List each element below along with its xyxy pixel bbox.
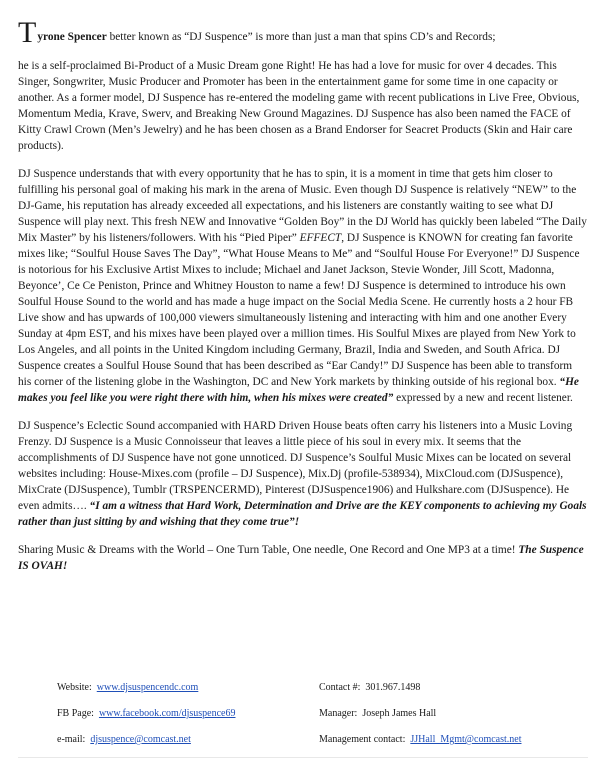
website-link[interactable]: www.djsuspencendc.com [96, 682, 199, 693]
artist-name: yrone Spencer [37, 31, 107, 43]
listener-quote: “He makes you feel like you were right there with him, when his mixes were created” [18, 376, 579, 404]
effect-word: EFFECT [299, 232, 342, 244]
drop-cap: T [18, 16, 37, 49]
page-bottom-edge [18, 757, 588, 764]
management-email-link[interactable]: JJHall_Mgmt@comcast.net [410, 734, 522, 745]
artist-quote: “I am a witness that Hard Work, Determination and Drive are the KEY components to achieving my Goals rather than just sitting by and wishing that they come true”! [18, 500, 587, 528]
fb-label: FB Page: [57, 708, 94, 719]
contact-row [57, 707, 577, 733]
website-label: Website: [57, 682, 92, 693]
contact-number: 301.967.1498 [365, 682, 421, 693]
intro-first-line-text: better known as “DJ Suspence” is more than just a man that spins CD’s and Records; [106, 31, 496, 43]
sound-paragraph: DJ Suspence’s Eclectic Sound accompanied with HARD Driven House beats often carry his listeners into a Music Loving Frenzy. DJ Suspence is a Music Connoisseur that leaves a little piece of his soul in every mix. It seems that the accomplishments of DJ Suspence have not gone unnoticed. DJ Suspence’s Soulful Music Mixes can be located on several websites including: House-Mixes.com (profile – DJ Suspence), Mix.Dj (profile-538934), MixCloud.com (DJSuspence), MixCrate (DJSuspence), Tumblr (TRSPENCERMD), Pinterest (DJSuspence1906) and Hulkshare.com (DJSuspence). He even admits…. “I am a witness that Hard Work, Determination and Drive are the KEY components to achieving my Goals rather than just sitting by and wishing that they come true”! [18, 420, 587, 528]
contact-row [57, 681, 577, 707]
intro-paragraph: he is a self-proclaimed Bi-Product of a Music Dream gone Right! He has had a love for music for over 4 decades. This Singer, Songwriter, Music Producer and Promoter has been in the entertainment game for some time in one capacity or another. As a former model, DJ Suspence has re-entered the modeling game with recent publications in Live Free, Obvious, Momentum Media, Krave, Swerv, and Breaking New Ground Magazines. DJ Suspence has also been named the FACE of Kitty Crawl Crown (Men’s Jewelry) and he has been chosen as a Brand Endorser for Seacret Products (Skin and Hair care products). [18, 60, 580, 152]
closing-paragraph: Sharing Music & Dreams with the World – One Turn Table, One needle, One Record and One MP3 at a time! The Suspence IS OVAH! [18, 544, 584, 572]
management-label: Management contact: [319, 734, 406, 745]
manager-name: Joseph James Hall [362, 708, 437, 719]
tagline: The Suspence IS OVAH! [18, 544, 584, 572]
bio-document [18, 16, 588, 574]
facebook-link[interactable]: www.facebook.com/djsuspence69 [98, 708, 236, 719]
email-link[interactable]: djsuspence@comcast.net [90, 734, 191, 745]
intro-first-line [18, 16, 588, 49]
contact-row [57, 733, 577, 759]
manager-label: Manager: [319, 708, 358, 719]
email-label: e-mail: [57, 734, 86, 745]
contact-label: Contact #: [319, 682, 361, 693]
career-paragraph: DJ Suspence understands that with every opportunity that he has to spin, it is a moment in time that gets him closer to fulfilling his personal goal of making his mark in the arena of Music. Even though DJ Suspence is relatively “NEW” to the DJ-Game, his reputation has already exceeded all expectations, and his listeners are constantly waiting to see what DJ Suspence will play next. This fresh NEW and Innovative “Golden Boy” in the DJ World has quickly been labeled “The Daily Mix Master” by his listeners/followers. With his “Pied Piper” EFFECT, DJ Suspence is KNOWN for creating fan favorite mixes like; “Soulful House Saves The Day”, “What House Means to Me” and “Soulful House For Everyone!” DJ Suspence is notorious for his Exclusive Artist Mixes to include; Michael and Janet Jackson, Stevie Wonder, Jill Scott, Madonna, Beyonce’, Ce Ce Peniston, Prince and Whitney Houston to name a few! DJ Suspence is determined to introduce his own Soulful House Sound to the world and has made a huge impact on the Social Media Scene. He currently hosts a 2 hour FB Live show and has upwards of 100,000 viewers simultaneously listening and interacting with him and one another Every Sunday at 4pm EST, and his mixes have been played over a million times. His Soulful Mixes are played from New York to Los Angeles, and all points in the United Kingdom including Germany, Brazil, India and Sweden, and South Africa. DJ Suspence creates a Soulful House Sound that has been described as “Ear Candy!” DJ Suspence has been able to transform his corner of the listening globe in the Washington, DC and New York markets by thinking outside of his regional box. “He makes you feel like you were right there with him, when his mixes were created” expressed by a new and recent listener. [18, 168, 587, 404]
contact-block [57, 681, 577, 759]
